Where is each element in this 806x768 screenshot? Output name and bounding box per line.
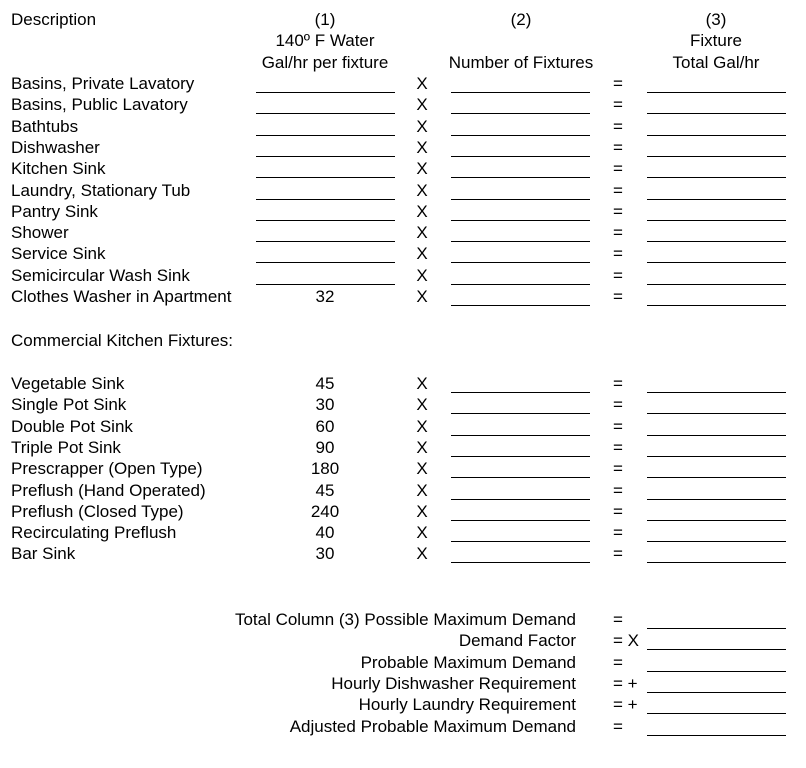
col2-number: (2) (510, 10, 532, 29)
rate-value: 30 (315, 395, 335, 415)
fixture-label: Dishwasher (11, 137, 100, 157)
fixture-label: Clothes Washer in Apartment (11, 287, 232, 306)
fixture-label: Laundry, Stationary Tub (11, 180, 191, 200)
equals-sign: = (613, 374, 623, 393)
rate-value: 240 (310, 501, 340, 521)
times-sign: X (416, 523, 428, 543)
equals-sign: = (613, 523, 623, 543)
rate-value: 45 (315, 374, 335, 393)
equals-sign: = (613, 437, 623, 457)
times-sign: X (416, 287, 428, 306)
summary-label: Total Column (3) Possible Maximum Demand (234, 610, 576, 629)
times-sign: X (416, 223, 428, 243)
equals-sign: = (613, 244, 623, 264)
summary-blank[interactable] (647, 671, 786, 672)
rate-value: 180 (310, 459, 340, 479)
equals-sign: = (613, 116, 623, 136)
equals-sign: = (613, 287, 623, 306)
times-sign: X (416, 544, 428, 564)
fixture-label: Bathtubs (11, 116, 79, 136)
col1-number: (1) (314, 10, 336, 29)
fixture-label: Bar Sink (11, 544, 76, 564)
description-header: Description (11, 10, 97, 29)
fixture-label: Service Sink (11, 244, 106, 264)
col3-total-label: Total Gal/hr (672, 53, 760, 72)
rate-value: 30 (315, 544, 335, 564)
times-sign: X (416, 459, 428, 479)
rate-value: 32 (315, 287, 335, 306)
equals-sign: = (613, 501, 623, 521)
equals-sign: = (613, 74, 623, 93)
equals-sign: = (613, 395, 623, 415)
times-sign: X (416, 159, 428, 179)
rate-value: 45 (315, 480, 335, 500)
times-sign: X (416, 137, 428, 157)
rate-value: 40 (315, 523, 335, 543)
fixture-label: Prescrapper (Open Type) (11, 459, 203, 479)
commercial-heading: Commercial Kitchen Fixtures: (11, 331, 234, 350)
col3-number: (3) (705, 10, 727, 29)
summary-operator: = (613, 716, 623, 736)
col1-rate-label: Gal/hr per fixture (261, 53, 389, 72)
summary-label: Demand Factor (458, 631, 576, 651)
summary-blank[interactable] (647, 692, 786, 693)
fixture-label: Recirculating Preflush (11, 523, 177, 543)
equals-sign: = (613, 201, 623, 221)
fixture-label: Basins, Public Lavatory (11, 95, 188, 115)
equals-sign: = (613, 159, 623, 179)
times-sign: X (416, 74, 428, 93)
col2-label: Number of Fixtures (448, 53, 594, 72)
summary-label: Hourly Laundry Requirement (358, 695, 576, 715)
rate-value: 60 (315, 416, 335, 436)
equals-sign: = (613, 137, 623, 157)
times-sign: X (416, 501, 428, 521)
summary-operator: = X (613, 631, 639, 651)
equals-sign: = (613, 223, 623, 243)
summary-operator: = + (613, 695, 638, 715)
times-sign: X (416, 395, 428, 415)
summary-blank[interactable] (647, 649, 786, 650)
times-sign: X (416, 244, 428, 264)
fixture-label: Single Pot Sink (11, 395, 127, 415)
equals-sign: = (613, 265, 623, 285)
summary-label: Adjusted Probable Maximum Demand (289, 716, 576, 736)
fixture-label: Pantry Sink (11, 201, 98, 221)
times-sign: X (416, 374, 428, 393)
summary-label: Probable Maximum Demand (360, 652, 576, 672)
fixture-label: Kitchen Sink (11, 159, 106, 179)
equals-sign: = (613, 95, 623, 115)
fixture-label: Double Pot Sink (11, 416, 133, 436)
summary-blank[interactable] (647, 735, 786, 736)
summary-operator: = (613, 652, 623, 672)
fixture-label: Semicircular Wash Sink (11, 265, 190, 285)
summary-operator: = (613, 610, 623, 629)
equals-sign: = (613, 180, 623, 200)
times-sign: X (416, 480, 428, 500)
rate-value: 90 (315, 437, 335, 457)
col3-fixture-label: Fixture (690, 31, 742, 50)
times-sign: X (416, 265, 428, 285)
fixture-label: Preflush (Hand Operated) (11, 480, 206, 500)
times-sign: X (416, 416, 428, 436)
times-sign: X (416, 201, 428, 221)
equals-sign: = (613, 459, 623, 479)
fixture-label: Shower (11, 223, 69, 243)
times-sign: X (416, 437, 428, 457)
col1-temp-label: 140º F Water (275, 31, 375, 50)
summary-blank[interactable] (647, 628, 786, 629)
fixture-label: Basins, Private Lavatory (11, 74, 195, 93)
times-sign: X (416, 180, 428, 200)
equals-sign: = (613, 480, 623, 500)
equals-sign: = (613, 416, 623, 436)
fixture-label: Vegetable Sink (11, 374, 125, 393)
summary-label: Hourly Dishwasher Requirement (331, 673, 576, 693)
fixture-label: Preflush (Closed Type) (11, 501, 184, 521)
summary-operator: = + (613, 673, 638, 693)
times-sign: X (416, 95, 428, 115)
fixture-label: Triple Pot Sink (11, 437, 121, 457)
times-sign: X (416, 116, 428, 136)
equals-sign: = (613, 544, 623, 564)
summary-blank[interactable] (647, 713, 786, 714)
